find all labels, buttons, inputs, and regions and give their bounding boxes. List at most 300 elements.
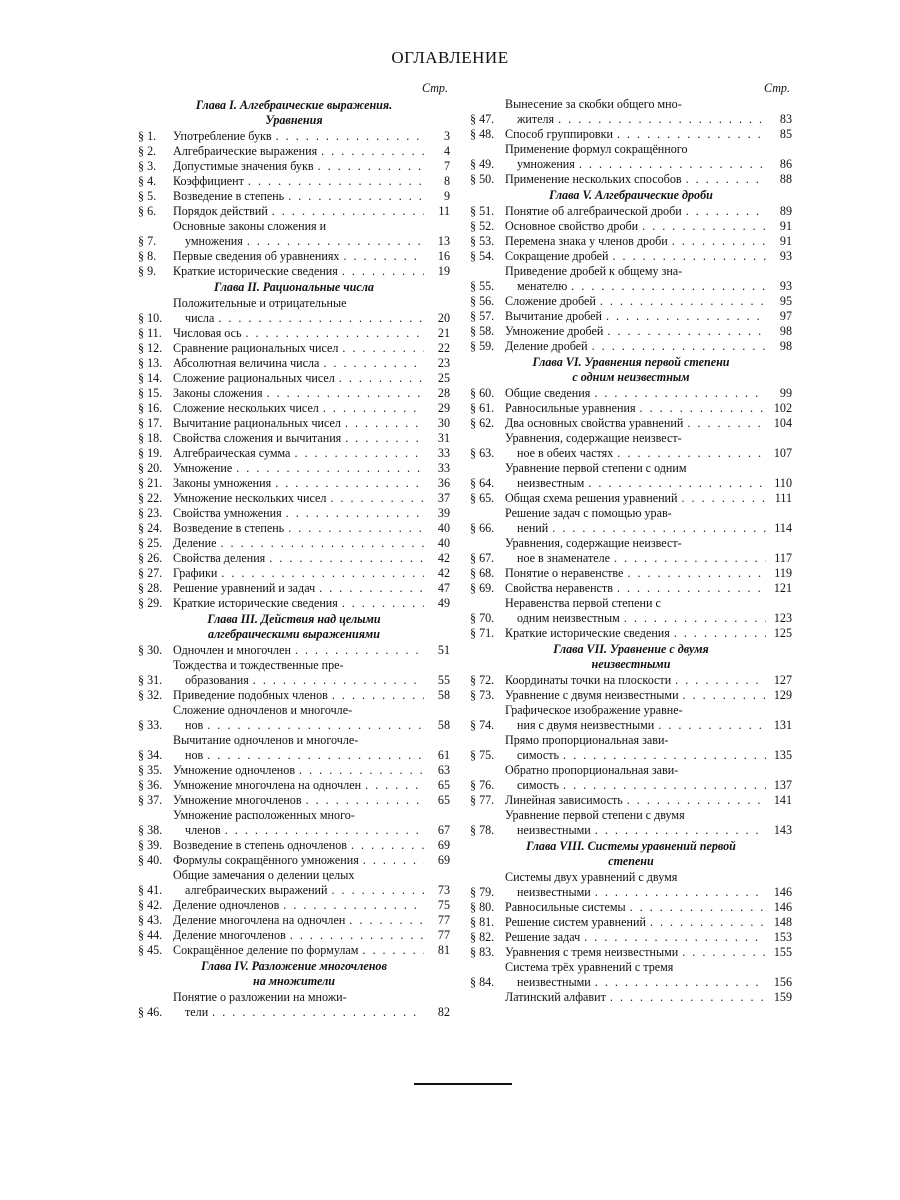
dot-leader — [554, 112, 766, 127]
section-number: § 79. — [470, 885, 495, 899]
page-number: 75 — [437, 898, 450, 912]
section-number: § 37. — [138, 793, 163, 807]
dot-leader — [339, 249, 424, 264]
section-number: § 33. — [138, 718, 163, 732]
toc-entry — [138, 943, 450, 958]
entry-title — [505, 945, 766, 960]
entry-title-line — [173, 898, 424, 913]
entry-title — [173, 431, 424, 446]
entry-title-text: Деление одночленов — [173, 898, 280, 912]
entry-title — [173, 581, 424, 596]
dot-leader — [338, 341, 424, 356]
entry-title — [173, 356, 424, 371]
dot-leader — [265, 551, 424, 566]
toc-entry — [470, 808, 792, 838]
entry-title-text: Сложение нескольких чисел — [173, 401, 319, 415]
entry-title-line — [173, 491, 424, 506]
entry-title — [505, 219, 766, 234]
entry-title-line — [173, 913, 424, 928]
section-number: § 84. — [470, 975, 495, 989]
entry-title-text: Деление многочлена на одночлен — [173, 913, 346, 927]
section-number: § 80. — [470, 900, 495, 914]
entry-title-line: Понятие о разложении на множи- — [173, 990, 347, 1004]
page-number: 91 — [779, 234, 792, 248]
toc-entry — [138, 144, 450, 159]
dot-leader — [315, 581, 424, 596]
entry-title-line — [173, 476, 424, 491]
toc-entry — [138, 189, 450, 204]
entry-title-line — [173, 371, 424, 386]
section-number: § 36. — [138, 778, 163, 792]
section-number: § 13. — [138, 356, 163, 370]
dot-leader — [646, 915, 766, 930]
toc-entry — [138, 990, 450, 1020]
page-number: 30 — [437, 416, 450, 430]
entry-title-line — [505, 930, 766, 945]
entry-title-line — [173, 264, 424, 279]
dot-leader — [295, 763, 424, 778]
toc-entry — [138, 778, 450, 793]
page-number: 114 — [774, 521, 792, 535]
section-number: § 20. — [138, 461, 163, 475]
toc-entry — [470, 673, 792, 688]
entry-title-line: Уравнение первой степени с одним — [505, 461, 687, 475]
entry-title — [505, 930, 766, 945]
page-number: 81 — [437, 943, 450, 957]
entry-title-line — [173, 688, 424, 703]
toc-entry — [470, 688, 792, 703]
entry-title-text: Применение нескольких способов — [505, 172, 682, 186]
entry-title-text: Законы сложения — [173, 386, 263, 400]
chapter-heading — [470, 355, 792, 385]
section-number: § 49. — [470, 157, 495, 171]
entry-title-line — [173, 853, 424, 868]
entry-title-line — [505, 446, 766, 461]
section-number: § 64. — [470, 476, 495, 490]
toc-entry — [138, 928, 450, 943]
dot-leader — [358, 943, 424, 958]
page-number: 85 — [779, 127, 792, 141]
entry-title-text: Сложение дробей — [505, 294, 596, 308]
dot-leader — [602, 309, 766, 324]
entry-title-line — [173, 596, 424, 611]
section-number: § 59. — [470, 339, 495, 353]
entry-title-line: Прямо пропорциональная зави- — [505, 733, 669, 747]
entry-title-line — [505, 219, 766, 234]
page-number: 146 — [773, 885, 792, 899]
page-number: 93 — [779, 249, 792, 263]
dot-leader — [654, 718, 766, 733]
entry-title-line — [505, 476, 766, 491]
entry-title — [505, 915, 766, 930]
entry-title — [505, 506, 766, 536]
entry-title-text: Первые сведения об уравнениях — [173, 249, 340, 263]
entry-title-text: тели — [185, 1005, 209, 1019]
entry-title-line — [173, 386, 424, 401]
entry-title-text: Умножение нескольких чисел — [173, 491, 327, 505]
chapter-heading — [470, 642, 792, 672]
entry-title-text: Способ группировки — [505, 127, 613, 141]
toc-entry — [138, 446, 450, 461]
chapter-heading-line: алгебраическими выражениями — [208, 627, 380, 641]
entry-title-line — [173, 249, 424, 264]
page-number: 28 — [437, 386, 450, 400]
chapter-heading-line: степени — [608, 854, 654, 868]
entry-title-text: Понятие об алгебраической дроби — [505, 204, 682, 218]
entry-title — [173, 853, 424, 868]
dot-leader — [609, 249, 767, 264]
dot-leader — [613, 581, 766, 596]
entry-title-text: Умножение одночленов — [173, 763, 296, 777]
entry-title — [173, 566, 424, 581]
chapter-heading-line: Уравнения — [265, 113, 323, 127]
section-number: § 29. — [138, 596, 163, 610]
entry-title-text: Краткие исторические сведения — [173, 264, 338, 278]
section-number: § 65. — [470, 491, 495, 505]
entry-title — [505, 309, 766, 324]
page-number: 82 — [437, 1005, 450, 1019]
section-number: § 35. — [138, 763, 163, 777]
entry-title-text: Свойства деления — [173, 551, 266, 565]
entry-title — [505, 870, 766, 900]
page-number: 95 — [779, 294, 792, 308]
toc-list — [138, 98, 450, 1020]
toc-entry — [138, 416, 450, 431]
entry-title-line — [173, 129, 424, 144]
page-number: 119 — [774, 566, 792, 580]
toc-entry — [138, 159, 450, 174]
entry-title — [173, 264, 424, 279]
toc-entry — [138, 219, 450, 249]
chapter-heading-line: на множители — [252, 974, 336, 988]
entry-title — [173, 401, 424, 416]
section-number: § 48. — [470, 127, 495, 141]
dot-leader — [328, 688, 424, 703]
chapter-heading-line: Глава II. Рациональные числа — [214, 280, 374, 294]
section-number: § 77. — [470, 793, 495, 807]
entry-title-line — [505, 127, 766, 142]
section-number: § 76. — [470, 778, 495, 792]
dot-leader — [613, 127, 766, 142]
entry-title-text: Порядок действий — [173, 204, 268, 218]
toc-entry — [470, 386, 792, 401]
dot-leader — [359, 853, 424, 868]
dot-leader — [249, 673, 424, 688]
section-number: § 12. — [138, 341, 163, 355]
toc-entry — [138, 386, 450, 401]
page-column-header: Стр. — [763, 81, 790, 95]
dot-leader — [263, 386, 424, 401]
entry-title — [173, 808, 424, 838]
dot-leader — [670, 626, 766, 641]
entry-title — [173, 174, 424, 189]
entry-title-line: Сложение одночленов и многочле- — [173, 703, 353, 717]
dot-leader — [626, 900, 766, 915]
dot-leader — [638, 219, 766, 234]
toc-entry — [138, 551, 450, 566]
entry-title-text: Свойства умножения — [173, 506, 282, 520]
entry-title-line — [505, 112, 766, 127]
page-number: 11 — [438, 204, 450, 218]
entry-title-text: неизвестным — [517, 476, 585, 490]
entry-title-line — [173, 311, 424, 326]
page-number: 31 — [437, 431, 450, 445]
entry-title — [505, 234, 766, 249]
entry-title-line: Приведение дробей к общему зна- — [505, 264, 683, 278]
page-number: 40 — [437, 521, 450, 535]
section-number: § 11. — [138, 326, 162, 340]
entry-title-text: Допустимые значения букв — [173, 159, 314, 173]
entry-title-line — [173, 928, 424, 943]
section-number: § 74. — [470, 718, 495, 732]
chapter-heading-line: Глава VI. Уравнения первой степени — [532, 355, 730, 369]
entry-title — [505, 733, 766, 763]
entry-title — [505, 763, 766, 793]
dot-leader — [282, 506, 424, 521]
entry-title — [505, 990, 766, 1005]
entry-title-text: Решение уравнений и задач — [173, 581, 316, 595]
entry-title — [505, 339, 766, 354]
page-number: 117 — [774, 551, 792, 565]
toc-entry — [138, 249, 450, 264]
page-number: 99 — [779, 386, 792, 400]
entry-title — [173, 521, 424, 536]
entry-title-text: Алгебраическая сумма — [173, 446, 291, 460]
section-number: § 18. — [138, 431, 163, 445]
toc-entry — [138, 129, 450, 144]
page-number: 22 — [437, 341, 450, 355]
dot-leader — [328, 883, 425, 898]
section-number: § 10. — [138, 311, 163, 325]
entry-title-text: одним неизвестным — [517, 611, 620, 625]
entry-title — [173, 688, 424, 703]
section-number: § 45. — [138, 943, 163, 957]
section-number: § 7. — [138, 234, 157, 248]
toc-entry — [138, 763, 450, 778]
entry-title-text: Понятие о неравенстве — [505, 566, 624, 580]
section-number: § 30. — [138, 643, 163, 657]
toc-entry — [138, 204, 450, 219]
toc-entry — [138, 506, 450, 521]
entry-title-line — [173, 536, 424, 551]
entry-title — [505, 142, 766, 172]
entry-title — [173, 943, 424, 958]
entry-title-line — [505, 945, 766, 960]
toc-entry — [138, 371, 450, 386]
entry-title-line — [173, 838, 424, 853]
section-number: § 83. — [470, 945, 495, 959]
entry-title-line — [505, 157, 766, 172]
entry-title-line — [505, 885, 766, 900]
dot-leader — [623, 793, 766, 808]
entry-title — [173, 763, 424, 778]
page-number: 23 — [437, 356, 450, 370]
entry-title-text: Сокращение дробей — [505, 249, 609, 263]
toc-entry — [138, 431, 450, 446]
entry-title — [173, 189, 424, 204]
section-number: § 31. — [138, 673, 163, 687]
entry-title-line: Уравнения, содержащие неизвест- — [505, 431, 682, 445]
entry-title — [173, 596, 424, 611]
entry-title-line — [505, 778, 766, 793]
entry-title — [173, 703, 424, 733]
entry-title-text: Равносильные уравнения — [505, 401, 636, 415]
dot-leader — [302, 793, 424, 808]
page-number: 61 — [437, 748, 450, 762]
entry-title-line — [173, 174, 424, 189]
page-number: 155 — [773, 945, 792, 959]
dot-leader — [361, 778, 424, 793]
entry-title-line — [173, 189, 424, 204]
section-number: § 3. — [138, 159, 157, 173]
page-number: 131 — [773, 718, 792, 732]
section-number: § 39. — [138, 838, 163, 852]
page-number: 19 — [437, 264, 450, 278]
section-number: § 52. — [470, 219, 495, 233]
page-number: 137 — [773, 778, 792, 792]
toc-entry — [470, 793, 792, 808]
entry-title — [505, 461, 766, 491]
entry-title — [505, 324, 766, 339]
dot-leader — [559, 748, 766, 763]
entry-title — [173, 476, 424, 491]
page-number: 49 — [437, 596, 450, 610]
toc-entry — [470, 142, 792, 172]
entry-title-text: Перемена знака у членов дроби — [505, 234, 668, 248]
page-number: 16 — [437, 249, 450, 263]
page-number: 98 — [779, 324, 792, 338]
toc-entry — [470, 915, 792, 930]
entry-title-line — [505, 416, 766, 431]
entry-title — [505, 581, 766, 596]
entry-title-line: Уравнение первой степени с двумя — [505, 808, 685, 822]
section-number: § 8. — [138, 249, 157, 263]
entry-title-line — [173, 341, 424, 356]
page-number: 121 — [773, 581, 792, 595]
toc-entry — [138, 264, 450, 279]
entry-title-line: Уравнения, содержащие неизвест- — [505, 536, 682, 550]
section-number: § 21. — [138, 476, 163, 490]
entry-title-line: Умножение расположенных много- — [173, 808, 355, 822]
toc-entry — [138, 596, 450, 611]
toc-entry — [138, 581, 450, 596]
toc-entry — [470, 506, 792, 536]
page-number: 13 — [437, 234, 450, 248]
page-number: 65 — [437, 778, 450, 792]
dot-leader — [610, 551, 766, 566]
chapter-heading-line: Глава III. Действия над целыми — [207, 612, 381, 626]
entry-title — [173, 144, 424, 159]
entry-title-text: Два основных свойства уравнений — [505, 416, 684, 430]
entry-title-text: числа — [185, 311, 215, 325]
entry-title-text: Законы умножения — [173, 476, 272, 490]
chapter-heading-line: с одним неизвестным — [572, 370, 690, 384]
section-number: § 27. — [138, 566, 163, 580]
entry-title — [173, 296, 424, 326]
page-number: 153 — [773, 930, 792, 944]
dot-leader — [347, 838, 424, 853]
entry-title-line — [505, 279, 766, 294]
dot-leader — [559, 778, 766, 793]
section-number: § 15. — [138, 386, 163, 400]
entry-title-line — [505, 990, 766, 1005]
entry-title-text: Вычитание дробей — [505, 309, 602, 323]
toc-entry — [138, 838, 450, 853]
entry-title-text: жителя — [517, 112, 555, 126]
page-number: 58 — [437, 718, 450, 732]
entry-title-line: Решение задач с помощью урав- — [505, 506, 672, 520]
dot-leader — [314, 159, 424, 174]
page-number: 73 — [437, 883, 450, 897]
toc-entry — [470, 945, 792, 960]
entry-title-text: нов — [185, 748, 204, 762]
toc-entry — [470, 990, 792, 1005]
entry-title-text: Латинский алфавит — [505, 990, 606, 1004]
dot-leader — [319, 401, 424, 416]
section-number: § 25. — [138, 536, 163, 550]
chapter-heading — [138, 280, 450, 295]
entry-title-text: Решение систем уравнений — [505, 915, 646, 929]
dot-leader — [217, 566, 424, 581]
dot-leader — [232, 461, 424, 476]
entry-title-line — [505, 581, 766, 596]
entry-title — [505, 431, 766, 461]
entry-title — [173, 733, 424, 763]
entry-title-line — [505, 324, 766, 339]
section-number: § 42. — [138, 898, 163, 912]
entry-title — [173, 326, 424, 341]
section-number: § 41. — [138, 883, 163, 897]
entry-title-line — [173, 356, 424, 371]
entry-title-line — [505, 521, 766, 536]
page-number: 67 — [437, 823, 450, 837]
section-number: § 60. — [470, 386, 495, 400]
section-number: § 19. — [138, 446, 163, 460]
entry-title-text: членов — [185, 823, 221, 837]
dot-leader — [272, 129, 424, 144]
section-number: § 4. — [138, 174, 157, 188]
toc-entry — [470, 581, 792, 596]
entry-title-text: Графики — [173, 566, 218, 580]
entry-title-line: Вынесение за скобки общего мно- — [505, 97, 682, 111]
toc-entry — [470, 900, 792, 915]
dot-leader — [341, 431, 424, 446]
section-number: § 61. — [470, 401, 495, 415]
entry-title-line — [173, 431, 424, 446]
entry-title-text: ное в знаменателе — [517, 551, 611, 565]
page-number: 9 — [443, 189, 450, 203]
dot-leader — [221, 823, 424, 838]
dot-leader — [284, 521, 424, 536]
entry-title-text: Приведение подобных членов — [173, 688, 328, 702]
toc-entry — [470, 249, 792, 264]
entry-title — [173, 416, 424, 431]
dot-leader — [214, 311, 424, 326]
dot-leader — [268, 204, 424, 219]
dot-leader — [208, 1005, 424, 1020]
entry-title-line — [173, 883, 424, 898]
dot-leader — [244, 174, 424, 189]
dot-leader — [335, 371, 424, 386]
entry-title-line — [505, 718, 766, 733]
page-number: 110 — [774, 476, 792, 490]
entry-title — [505, 127, 766, 142]
page-number: 102 — [773, 401, 792, 415]
page-column-header: Стр. — [421, 81, 448, 95]
entry-title — [505, 401, 766, 416]
page-title: ОГЛАВЛЕНИЕ — [391, 48, 509, 67]
toc-entry — [138, 868, 450, 898]
